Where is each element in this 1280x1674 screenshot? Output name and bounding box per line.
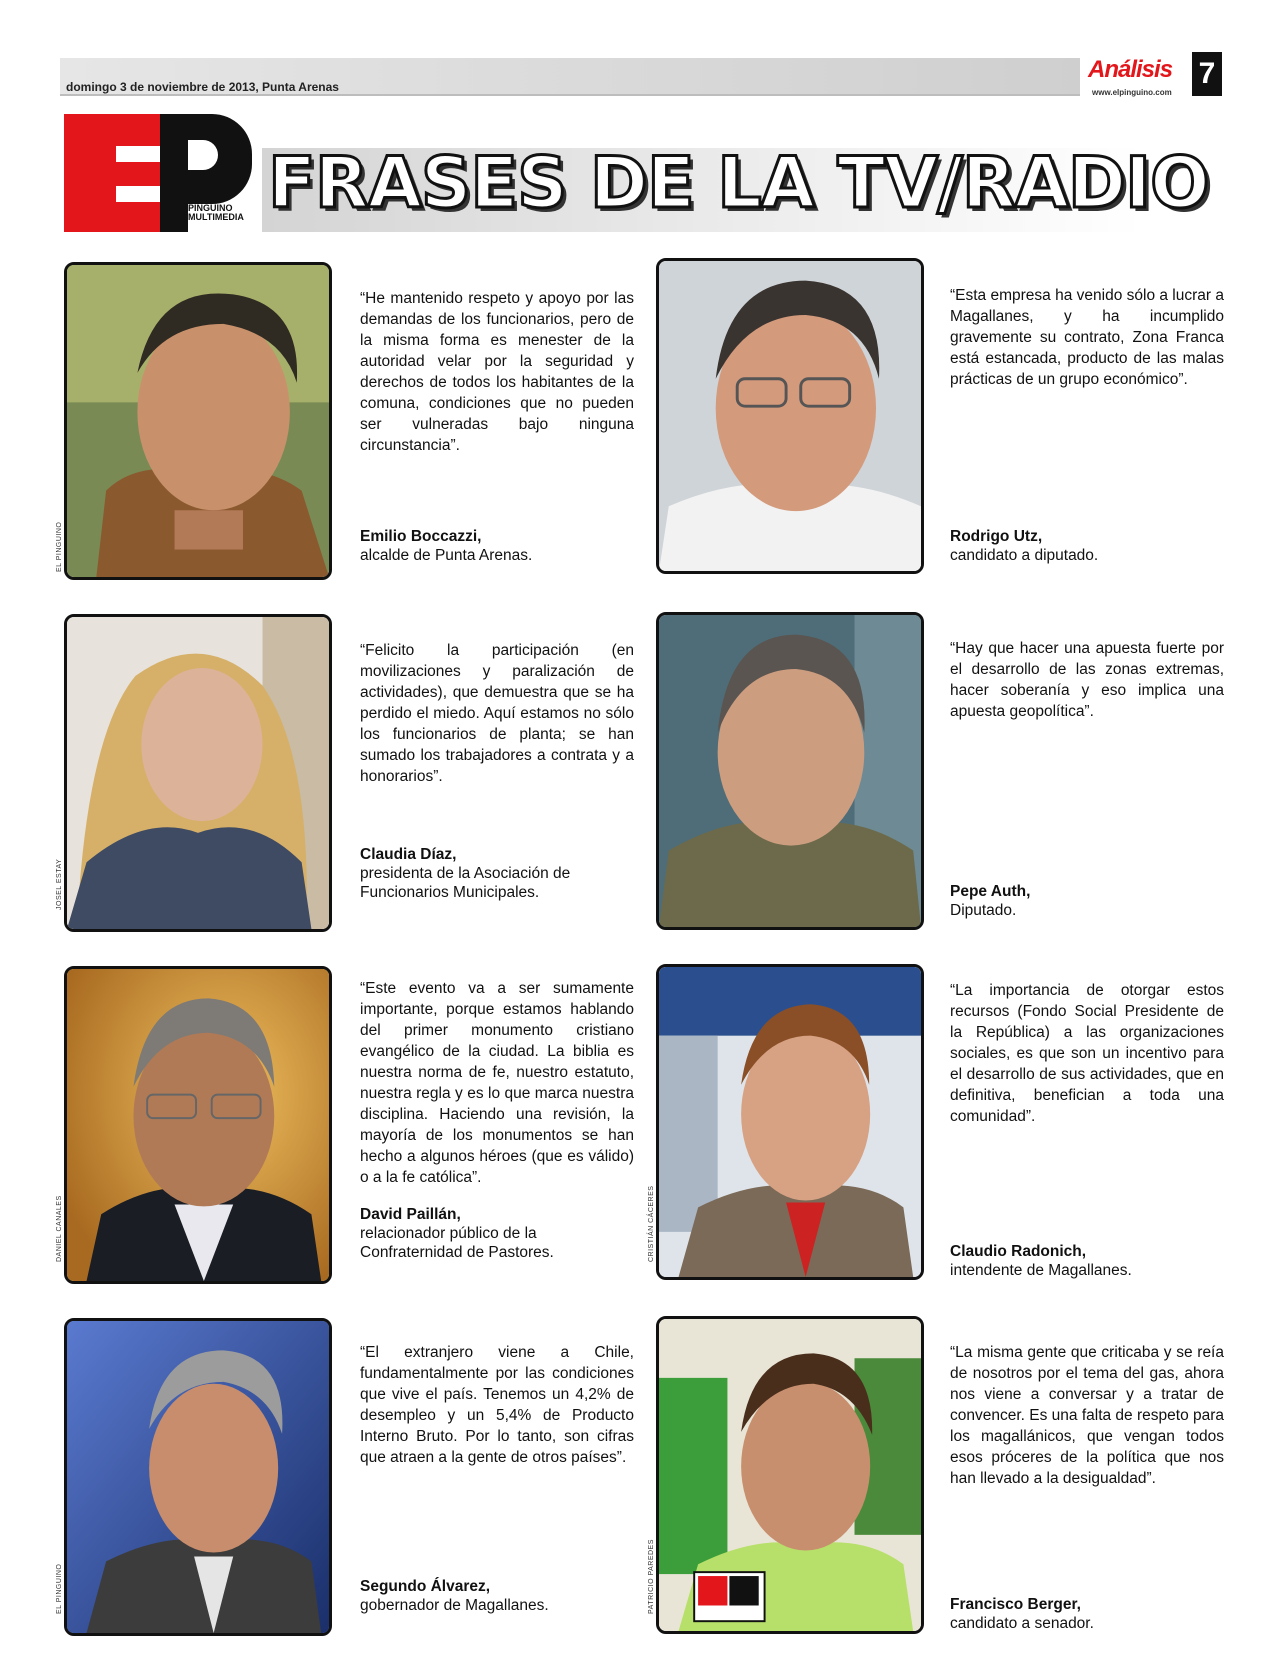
speaker-name: Emilio Boccazzi,	[360, 528, 482, 545]
logo-p-counter	[188, 140, 218, 170]
speaker-role: alcalde de Punta Arenas.	[360, 547, 533, 564]
photo-credit: EL PINGUINO	[56, 1563, 63, 1614]
logo-e-cut-top	[116, 146, 160, 162]
speaker-role: candidato a diputado.	[950, 547, 1099, 564]
quote-text: “He mantenido respeto y apoyo por las demandas de los funcionarios, pero de la misma forma es menester de la autoridad velar por la seguridad y derechos de todos los habitantes de la comuna, condiciones que no pueden ser vulneradas bajo ninguna circunstancia”.	[360, 290, 634, 454]
logo-e-block	[64, 114, 160, 232]
photo-boccazzi	[64, 262, 332, 580]
speaker-role: presidenta de la Asociación de Funcionarios Municipales.	[360, 865, 571, 901]
photo-credit: PATRICIO PAREDES	[648, 1539, 655, 1614]
photo-alvarez	[64, 1318, 332, 1636]
quote-text: “La misma gente que criticaba y se reía de nosotros por el tema del gas, ahora nos viene a conversar y a tratar de convencer. Es una falta de respeto para los magallánicos, que vengan todos esos próceres de la política que nos han llevado a la desigualdad”.	[950, 1344, 1225, 1487]
quote-text: “El extranjero viene a Chile, fundamentalmente por las condiciones que vive el país. Tenemos un 4,2% de desempleo y un 5,4% de Producto Interno Bruto. Por lo tanto, son cifras que atraen a la gente de otros países”.	[360, 1344, 634, 1466]
photo-paillan	[64, 966, 332, 1284]
photo-radonich	[656, 964, 924, 1280]
speaker-block	[950, 882, 1230, 920]
photo-credit: JOSEL ESTAY	[56, 858, 63, 910]
quote-text: “Este evento va a ser sumamente importante, porque estamos hablando del primer monumento cristiano evangélico de la ciudad. La biblia es nuestra norma de fe, nuestro estatuto, nuestra regla y es lo que marca nuestra disciplina. Haciendo una revisión, la mayoría de los monumentos se han hecho a algunos héroes (que es válido) o a la fe católica”.	[360, 980, 634, 1186]
section-label: Análisis	[1088, 56, 1173, 83]
speaker-block	[950, 527, 1230, 565]
quote-text: “Esta empresa ha venido sólo a lucrar a Magallanes, y ha incumplido gravemente su contrato, Zona Franca está estancada, producto de las malas prácticas de un grupo económico”.	[950, 287, 1224, 388]
speaker-name: Claudio Radonich,	[950, 1243, 1087, 1260]
speaker-name: Segundo Álvarez,	[360, 1578, 491, 1595]
logo-p-stem	[160, 200, 188, 232]
photo-credit: DANIEL CANALES	[56, 1195, 63, 1262]
photo-utz	[656, 258, 924, 574]
website-link[interactable]: www.elpinguino.com	[1092, 88, 1172, 97]
speaker-block	[950, 1242, 1230, 1280]
speaker-block	[360, 845, 640, 902]
page-number: 7	[1192, 52, 1222, 96]
speaker-role: relacionador público de la Confraternidad de Pastores.	[360, 1225, 554, 1261]
dateline: domingo 3 de noviembre de 2013, Punta Arenas	[66, 80, 339, 94]
speaker-block	[950, 1595, 1230, 1633]
header-rule	[60, 94, 1080, 96]
speaker-name: David Paillán,	[360, 1206, 461, 1223]
speaker-block	[360, 527, 640, 565]
speaker-name: Claudia Díaz,	[360, 846, 457, 863]
photo-auth	[656, 612, 924, 930]
photo-credit: EL PINGUINO	[56, 521, 63, 572]
speaker-name: Rodrigo Utz,	[950, 528, 1043, 545]
speaker-role: gobernador de Magallanes.	[360, 1597, 549, 1614]
speaker-block	[360, 1205, 640, 1262]
photo-berger	[656, 1316, 924, 1634]
speaker-name: Francisco Berger,	[950, 1596, 1081, 1613]
quote-text: “La importancia de otorgar estos recursos (Fondo Social Presidente de la República) a las organizaciones sociales, es que son un incentivo para el desarrollo de sus actividades, que en definitiva, benefician a toda una comunidad”.	[950, 982, 1224, 1125]
logo-subtitle: PINGUINO MULTIMEDIA	[188, 203, 244, 222]
page-title: FRASES DE LA TV/RADIO	[268, 142, 1209, 224]
photo-diaz	[64, 614, 332, 932]
logo-e-cut-bottom	[116, 186, 160, 202]
speaker-block	[360, 1577, 640, 1615]
quote-text: “Hay que hacer una apuesta fuerte por el desarrollo de las zonas extremas, hacer soberanía y eso implica una apuesta geopolítica”.	[950, 640, 1224, 720]
speaker-role: candidato a senador.	[950, 1615, 1094, 1632]
speaker-name: Pepe Auth,	[950, 883, 1031, 900]
photo-credit: CRISTIÁN CÁCERES	[648, 1185, 655, 1262]
speaker-role: intendente de Magallanes.	[950, 1262, 1132, 1279]
quote-text: “Felicito la participación (en movilizaciones y paralización de actividades), que demuestra que se ha perdido el miedo. Aquí estamos no sólo los funcionarios de planta; se han sumado los trabajadores a contrata y a honorarios”.	[360, 642, 634, 785]
speaker-role: Diputado.	[950, 902, 1017, 919]
